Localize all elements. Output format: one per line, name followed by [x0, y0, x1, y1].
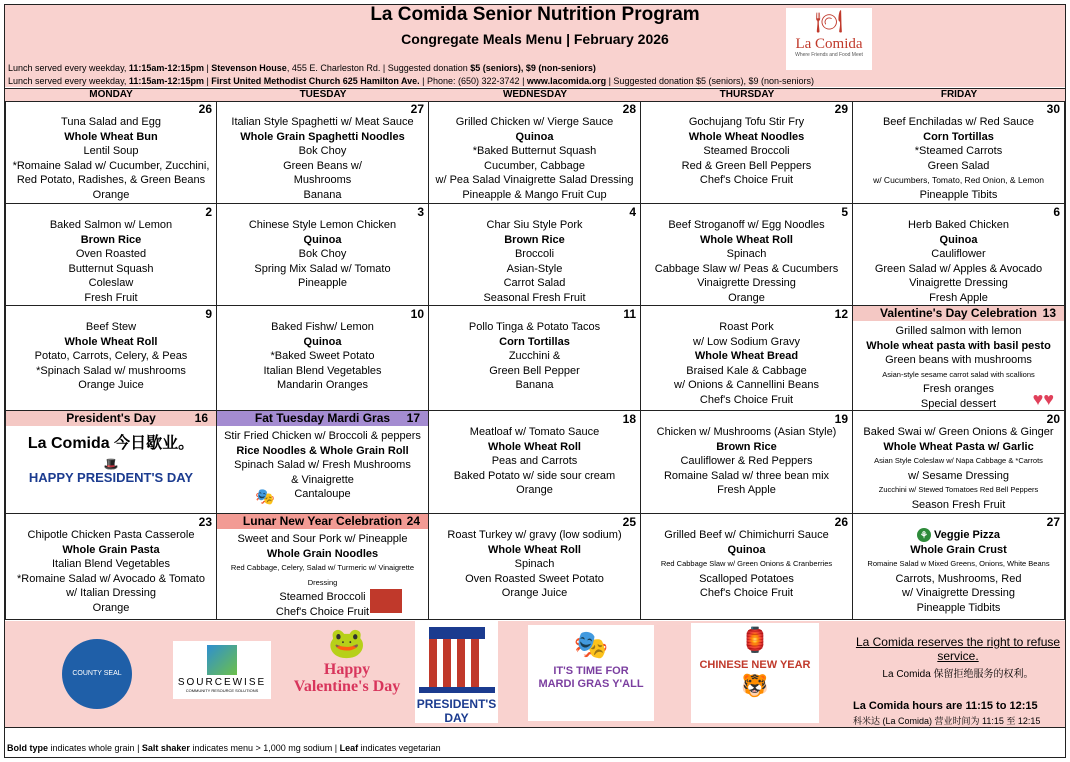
menu-item: Beef Stew	[85, 321, 137, 333]
day-number: 10	[410, 307, 424, 321]
menu-item: & Vinaigrette	[291, 473, 354, 486]
menu-item: Mandarin Oranges	[276, 379, 369, 391]
mardi-gras-mask-icon: 🎭	[255, 488, 275, 506]
lantern-icon: 🏮	[740, 627, 770, 654]
menu-item: Pollo Tinga & Potato Tacos	[468, 321, 601, 333]
menu-item: Quinoa	[303, 233, 342, 246]
menu-item: Quinoa	[727, 543, 766, 556]
day-header: THURSDAY	[719, 89, 775, 100]
menu-item: Red Cabbage, Celery, Salad w/ Turmeric w/ Vinaigrette Dressing	[230, 563, 415, 587]
menu-item: Braised Kale & Cabbage	[686, 364, 807, 377]
menu-item: Bok Choy	[298, 145, 347, 157]
menu-item: Asian-Style	[506, 262, 563, 275]
menu-item: Fresh oranges	[923, 383, 994, 395]
menu-item: Whole Grain Noodles	[266, 547, 379, 560]
menu-item: Beef Enchiladas w/ Red Sauce	[882, 116, 1035, 128]
menu-item: Green beans with mushrooms	[885, 354, 1032, 366]
menu-item: w/ Vinaigrette Dressing	[902, 587, 1015, 599]
menu-item: Cabbage Slaw w/ Peas & Cucumbers	[654, 262, 839, 275]
menu-item: Broccoli	[514, 248, 555, 260]
day-number: 26	[198, 102, 212, 116]
day-number: 11	[623, 307, 636, 321]
menu-item: Zucchini w/ Stewed Tomatoes Red Bell Peppers	[878, 485, 1039, 494]
menu-item: *Baked Sweet Potato	[270, 350, 375, 362]
day-number: 9	[205, 307, 212, 321]
holiday-banner: President's Day 16	[6, 411, 216, 426]
menu-item: Roast Pork	[719, 321, 774, 333]
menu-item: Whole wheat pasta with basil pesto	[866, 339, 1051, 352]
menu-item: Grilled salmon with lemon	[895, 325, 1022, 337]
day-number: 4	[629, 205, 636, 219]
menu-item: Tuna Salad and Egg	[61, 116, 161, 128]
menu-item: Beef Stroganoff w/ Egg Noodles	[668, 219, 825, 231]
day-number: 3	[417, 205, 424, 219]
day-cell	[641, 204, 853, 306]
day-number: 2	[205, 205, 212, 219]
menu-item: Green Bell Pepper	[489, 364, 580, 377]
mask-icon: 🎭	[573, 629, 609, 660]
tiger-icon: 🐯	[741, 673, 769, 698]
day-cell	[853, 101, 1065, 204]
top-hat-icon: 🎩	[103, 456, 119, 471]
menu-item: Grilled Chicken w/ Vierge Sauce	[455, 116, 614, 128]
menu-item: Spinach	[726, 248, 767, 260]
menu-item: Quinoa	[515, 130, 554, 143]
menu-item: Chipotle Chicken Pasta Casserole	[27, 529, 195, 541]
menu-item: Pineapple Tibits	[919, 188, 998, 201]
day-cell	[217, 306, 429, 411]
menu-item: *Romaine Salad w/ Avocado & Tomato	[17, 572, 205, 585]
day-number: 6	[1053, 205, 1060, 219]
menu-item: Chef's Choice Fruit	[699, 174, 794, 186]
day-cell	[429, 411, 641, 514]
day-number: 29	[834, 102, 848, 116]
mardi-gras-graphic: 🎭 IT'S TIME FOR MARDI GRAS Y'ALL	[528, 625, 654, 721]
menu-item: Stir Fried Chicken w/ Broccoli & peppers	[224, 430, 421, 442]
menu-item: Chicken w/ Mushrooms (Asian Style)	[656, 426, 837, 438]
day-cell	[641, 101, 853, 204]
menu-item: Pineapple	[298, 277, 347, 289]
menu-item: Roast Turkey w/ gravy (low sodium)	[447, 529, 622, 541]
menu-item: Orange	[92, 601, 130, 614]
day-number: 16	[194, 411, 208, 425]
vegetarian-item: ⚘ Veggie Pizza	[853, 528, 1064, 543]
day-cell	[641, 306, 853, 411]
sourcewise-logo: SOURCEWISE COMMUNITY RESOURCE SOLUTIONS	[173, 641, 271, 699]
menu-item: Oven Roasted Sweet Potato	[465, 572, 604, 585]
menu-item: Meatloaf w/ Tomato Sauce	[469, 426, 600, 438]
day-number: 28	[622, 102, 636, 116]
menu-item: Orange	[92, 188, 130, 201]
menu-item: Whole Grain Pasta	[62, 543, 160, 556]
menu-item: Green Salad w/ Apples & Avocado	[874, 262, 1043, 275]
menu-item: Whole Wheat Bread	[694, 350, 799, 362]
menu-item: Herb Baked Chicken	[908, 219, 1009, 231]
menu-item: Char Siu Style Pork	[486, 219, 583, 231]
menu-item: Coleslaw	[88, 277, 134, 289]
day-cell	[5, 204, 217, 306]
menu-item: Gochujang Tofu Stir Fry	[688, 116, 805, 128]
menu-item: *Steamed Carrots	[914, 145, 1003, 157]
menu-item: Chinese Style Lemon Chicken	[248, 219, 397, 231]
day-number: 19	[834, 412, 848, 426]
menu-item: Whole Grain Spaghetti Noodles	[240, 130, 405, 143]
hearts-icon: ♥♥	[1032, 388, 1054, 409]
leaf-icon: ⚘	[917, 528, 931, 542]
menu-item: Green Beans w/	[283, 159, 362, 172]
menu-item: Whole Wheat Bun	[64, 130, 158, 143]
menu-item: Potato, Carrots, Celery, & Peas	[34, 350, 188, 362]
menu-item: Steamed Broccoli	[279, 591, 366, 603]
menu-item: Cauliflower	[931, 248, 986, 260]
presidents-day-badge: 🎩 HAPPY PRESIDENT'S DAY	[28, 456, 194, 485]
menu-item: Steamed Broccoli	[703, 145, 790, 157]
menu-item: Lentil Soup	[83, 145, 139, 157]
menu-item: Whole Wheat Pasta w/ Garlic	[883, 440, 1034, 453]
menu-item: Cucumber, Cabbage	[484, 159, 585, 172]
menu-item: Vinaigrette Dressing	[697, 277, 796, 289]
day-cell	[217, 204, 429, 306]
day-cell	[641, 411, 853, 514]
menu-item: Spinach	[514, 558, 555, 570]
menu-item: Red Potato, Radishes, & Green Beans	[16, 174, 206, 186]
menu-item: w/ Sesame Dressing	[908, 469, 1009, 482]
day-cell	[217, 411, 429, 514]
presidents-day-hat-graphic: PRESIDENT'S DAY	[415, 621, 498, 723]
menu-item: Bok Choy	[298, 248, 347, 260]
menu-item: Corn Tortillas	[923, 130, 994, 143]
menu-item: Whole Wheat Roll	[488, 543, 581, 556]
day-cell	[429, 101, 641, 204]
day-cell	[853, 306, 1065, 411]
menu-item: Peas and Carrots	[491, 455, 578, 467]
menu-item: Baked Potato w/ side sour cream	[453, 469, 616, 482]
menu-item: Italian Blend Vegetables	[51, 558, 171, 570]
menu-item: Spring Mix Salad w/ Tomato	[254, 262, 391, 275]
menu-item: Oven Roasted	[75, 248, 147, 260]
day-cell	[217, 101, 429, 204]
menu-item: Baked Swai w/ Green Onions & Ginger	[863, 426, 1054, 438]
day-header: FRIDAY	[940, 89, 978, 100]
menu-item: Grilled Beef w/ Chimichurri Sauce	[664, 529, 829, 541]
menu-item: w/ Italian Dressing	[66, 587, 156, 599]
day-cell	[217, 514, 429, 620]
day-cell	[5, 514, 217, 620]
menu-item: Quinoa	[939, 233, 978, 246]
menu-item: Romaine Salad w Mixed Greens, Onions, White Beans	[867, 559, 1050, 568]
day-number: 23	[198, 515, 212, 529]
menu-item: Whole Wheat Roll	[700, 233, 793, 246]
menu-item: *Romaine Salad w/ Cucumber, Zucchini,	[12, 159, 210, 172]
menu-item: Special dessert	[920, 397, 997, 410]
menu-item: Whole Wheat Roll	[488, 440, 581, 453]
day-number: 20	[1046, 412, 1060, 426]
menu-item: Carrots, Mushrooms, Red	[895, 572, 1022, 585]
menu-item: Fresh Apple	[929, 291, 988, 304]
service-notice: La Comida reserves the right to refuse service. La Comida 保留拒绝服务的权利。 La Comida hours are 11:15 to 12:15 科米达 (La Comida) 营业时间为 11:15 至 12:15	[853, 635, 1061, 726]
menu-item: *Spinach Salad w/ mushrooms	[36, 364, 186, 377]
location-line-1: Lunch served every weekday, 11:15am-12:15pm | Stevenson House, 455 E. Charleston Rd. | Suggested donation $5 (seniors), $9 (non-seniors)	[8, 63, 596, 73]
day-number: 27	[1046, 515, 1060, 529]
legend: Bold type indicates whole grain | Salt shaker indicates menu > 1,000 mg sodium | Leaf indicates vegetarian	[7, 743, 441, 753]
menu-item: Italian Blend Vegetables	[263, 364, 382, 377]
menu-item: Butternut Squash	[68, 262, 154, 275]
day-number: 30	[1046, 102, 1060, 116]
day-header: MONDAY	[89, 89, 133, 100]
location-line-2: Lunch served every weekday, 11:15am-12:15pm | First United Methodist Church 625 Hamilton Ave. | Phone: (650) 322-3742 | www.lacomida.org | Suggested donation $5 (seniors), $9 (non-seniors)	[8, 76, 815, 86]
day-number: 26	[834, 515, 848, 529]
day-number: 13	[1042, 306, 1056, 320]
day-number: 24	[406, 514, 420, 528]
menu-item: Vinaigrette Dressing	[909, 277, 1008, 289]
menu-item: Romaine Salad w/ three bean mix	[663, 469, 830, 482]
menu-item: Whole Wheat Roll	[64, 335, 158, 348]
day-header: TUESDAY	[299, 89, 347, 100]
day-number: 18	[622, 412, 636, 426]
holiday-banner: Valentine's Day Celebration 13	[853, 306, 1064, 321]
uncle-sam-hat-icon	[429, 627, 485, 687]
menu-item: Chef's Choice Fruit	[275, 605, 370, 618]
holiday-banner: Fat Tuesday Mardi Gras 17	[217, 411, 428, 426]
santa-clara-county-seal: COUNTY SEAL	[62, 639, 132, 709]
menu-item: *Baked Butternut Squash	[472, 145, 597, 157]
menu-item: w/ Pea Salad Vinaigrette Salad Dressing	[435, 174, 634, 186]
menu-item: Chef's Choice Fruit	[699, 587, 794, 599]
day-cell	[429, 514, 641, 620]
menu-item: w/ Onions & Cannellini Beans	[674, 379, 819, 391]
menu-item: Pineapple Tidbits	[916, 601, 1001, 614]
day-number: 25	[622, 515, 636, 529]
day-cell	[853, 514, 1065, 620]
menu-item: Brown Rice	[80, 233, 142, 246]
menu-item: Whole Grain Crust	[910, 543, 1007, 556]
footer-images	[5, 621, 1065, 728]
menu-item: Pineapple & Mango Fruit Cup	[462, 188, 607, 201]
chinese-new-year-graphic: 🏮 CHINESE NEW YEAR 🐯	[691, 623, 819, 723]
menu-item: Seasonal Fresh Fruit	[483, 291, 586, 304]
cloche-icon: 🍽	[815, 9, 843, 34]
menu-item: Red & Green Bell Peppers	[681, 159, 812, 172]
menu-item: Asian-style sesame carrot salad with scallions	[882, 369, 1035, 379]
menu-item: Zucchini &	[508, 350, 561, 362]
menu-item: Orange	[516, 484, 553, 496]
menu-item: Banana	[515, 379, 554, 391]
logo-tagline: Where Friends and Food Meet	[795, 52, 863, 58]
menu-item: Fresh Fruit	[84, 291, 138, 304]
menu-item: Baked Fishw/ Lemon	[271, 321, 374, 333]
day-cell	[853, 204, 1065, 306]
day-number: 27	[410, 102, 424, 116]
menu-item: w/ Cucumbers, Tomato, Red Onion, & Lemon	[873, 175, 1044, 185]
menu-item: Brown Rice	[504, 233, 565, 246]
menu-item: Orange	[728, 291, 765, 304]
day-cell	[5, 101, 217, 204]
menu-item: Mushrooms	[293, 174, 352, 186]
holiday-banner: Lunar New Year Celebration 24	[217, 514, 428, 529]
day-cell	[641, 514, 853, 620]
menu-item: Italian Style Spaghetti w/ Meat Sauce	[231, 116, 414, 128]
day-cell	[429, 306, 641, 411]
day-cell	[853, 411, 1065, 514]
day-cell	[5, 306, 217, 411]
menu-item: w/ Low Sodium Gravy	[693, 335, 800, 348]
sourcewise-mark-icon	[207, 645, 237, 675]
day-cell	[429, 204, 641, 306]
menu-item: Cantaloupe	[294, 488, 351, 500]
frog-icon: 🐸	[328, 627, 366, 660]
menu-item: Fresh Apple	[717, 484, 776, 496]
weekday-header-row	[5, 88, 1065, 102]
day-cell	[5, 411, 217, 514]
lunar-new-year-icon	[370, 589, 402, 613]
valentines-graphic: 🐸 Happy Valentine's Day	[288, 627, 406, 723]
menu-item: Asian Style Coleslaw w/ Napa Cabbage & *Carrots	[874, 456, 1043, 465]
menu-item: Orange Juice	[78, 379, 144, 391]
menu-item: Rice Noodles & Whole Grain Roll	[236, 444, 409, 457]
menu-item: Orange Juice	[501, 587, 568, 599]
menu-item: Carrot Salad	[503, 277, 566, 289]
menu-item: Whole Wheat Noodles	[688, 130, 805, 143]
menu-item: Brown Rice	[716, 440, 777, 453]
menu-item: Banana	[303, 188, 342, 201]
day-number: 5	[841, 205, 848, 219]
menu-item: Quinoa	[303, 335, 342, 348]
closed-notice: La Comida 今日歇业。	[27, 435, 195, 452]
day-number: 12	[834, 307, 848, 321]
menu-item: Chef's Choice Fruit	[699, 393, 794, 406]
la-comida-logo	[786, 8, 872, 70]
page-subtitle: Congregate Meals Menu | February 2026	[401, 31, 669, 47]
logo-name: La Comida	[795, 36, 863, 52]
page-title: La Comida Senior Nutrition Program	[370, 4, 700, 25]
day-number: 17	[406, 411, 420, 425]
day-header: WEDNESDAY	[502, 89, 568, 100]
menu-item: Spinach Salad w/ Fresh Mushrooms	[234, 459, 411, 471]
menu-item: Season Fresh Fruit	[911, 498, 1006, 511]
website-link[interactable]: www.lacomida.org	[526, 76, 607, 86]
menu-item: Green Salad	[927, 159, 990, 172]
menu-item: Red Cabbage Slaw w/ Green Onions & Cranberries	[660, 559, 833, 568]
menu-item: Sweet and Sour Pork w/ Pineapple	[237, 533, 408, 545]
menu-item: Corn Tortillas	[499, 335, 570, 348]
menu-item: Baked Salmon w/ Lemon	[49, 219, 173, 231]
menu-item: Cauliflower & Red Peppers	[680, 455, 813, 467]
menu-item: Scalloped Potatoes	[699, 572, 794, 585]
